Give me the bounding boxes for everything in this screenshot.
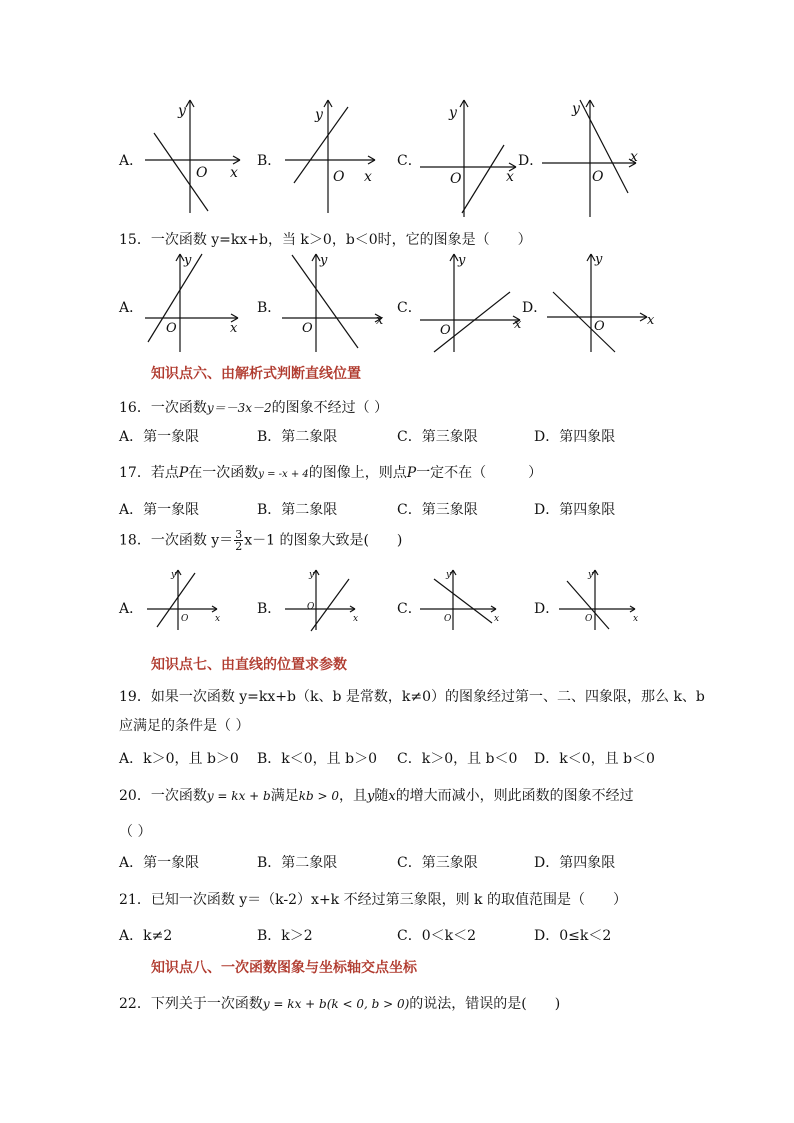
svg-text:y: y [446,570,452,580]
q20-option-d[interactable]: D．第四象限 [534,855,616,871]
q15-graph-a[interactable] [140,250,245,355]
svg-text:x: x [215,614,221,624]
svg-text:y: y [315,107,323,123]
svg-text:x: x [494,614,500,624]
q19-question-line2: 应满足的条件是（ ） [119,718,250,734]
q17-question: 17．若点P在一次函数y = -x + 4的图像上，则点P一定不在（ ） [119,465,543,481]
svg-text:O: O [302,321,313,336]
svg-text:O: O [166,321,177,336]
q19-option-d[interactable]: D．k＜0，且 b＜0 [534,751,655,767]
svg-text:O: O [450,171,462,187]
q15-graph-b[interactable] [280,250,390,355]
svg-text:y: y [588,570,594,580]
svg-text:y: y [572,101,580,117]
q18-option-a-label: A． [119,601,144,617]
svg-text:y: y [458,253,466,268]
q15-option-d-label: D． [522,300,548,316]
q16-question: 16．一次函数y＝－3x－2的图象不经过（ ） [119,400,389,416]
q17-option-b[interactable]: B．第二象限 [257,502,338,518]
q21-option-a[interactable]: A．k≠2 [119,928,173,944]
q20-option-c[interactable]: C．第三象限 [397,855,478,871]
svg-text:y: y [309,570,315,580]
q19-option-b[interactable]: B．k＜0，且 b＞0 [257,751,377,767]
svg-text:x: x [633,614,639,624]
q15-option-b-label: B． [257,300,282,316]
q18-graph-d[interactable] [557,567,642,632]
svg-text:y: y [178,103,186,119]
q16-option-d[interactable]: D．第四象限 [534,429,616,445]
section-6-heading: 知识点六、由解析式判断直线位置 [151,366,361,382]
q14-option-b-label: B． [257,153,282,169]
q15-question: 15．一次函数 y=kx+b，当 k＞0，b＜0时，它的图象是（ ） [119,232,532,248]
svg-text:x: x [230,321,238,336]
q14-option-c-label: C． [397,153,422,169]
q21-option-b[interactable]: B．k＞2 [257,928,313,944]
svg-text:O: O [440,323,451,338]
svg-text:x: x [364,169,372,185]
svg-text:x: x [376,313,384,328]
svg-text:x: x [230,165,238,181]
svg-text:O: O [181,614,189,624]
svg-text:y: y [595,252,603,267]
svg-text:O: O [592,169,604,185]
q16-option-b[interactable]: B．第二象限 [257,429,338,445]
q20-question-line1: 20．一次函数y = kx + b满足kb > 0，且y随x的增大而减小，则此函数的图象不经过 [119,788,634,804]
q21-question: 21．已知一次函数 y＝（k-2）x+k 不经过第三象限，则 k 的取值范围是（ ） [119,892,627,908]
svg-text:y: y [171,570,177,580]
q18-option-b-label: B． [257,601,282,617]
q17-option-c[interactable]: C．第三象限 [397,502,478,518]
q18-graph-c[interactable] [418,567,503,632]
svg-text:x: x [630,149,638,165]
svg-text:x: x [647,313,655,328]
q19-option-c[interactable]: C．k＞0，且 b＜0 [397,751,518,767]
q14-graph-d[interactable] [540,95,650,220]
q15-graph-d[interactable] [545,250,655,355]
q15-option-a-label: A． [119,300,144,316]
q15-graph-c[interactable] [418,250,528,355]
section-8-heading: 知识点八、一次函数图象与坐标轴交点坐标 [151,960,417,976]
svg-text:y: y [320,253,328,268]
q15-option-c-label: C． [397,300,422,316]
q19-option-a[interactable]: A．k＞0，且 b＞0 [119,751,239,767]
q19-question-line1: 19．如果一次函数 y=kx+b（k、b 是常数，k≠0）的图象经过第一、二、四象限，那么 k、b [119,689,705,705]
q14-graph-a[interactable] [140,95,250,215]
q20-option-b[interactable]: B．第二象限 [257,855,338,871]
svg-text:O: O [333,169,345,185]
svg-text:y: y [184,253,192,268]
q21-option-d[interactable]: D．0≤k＜2 [534,928,612,944]
svg-text:y: y [449,105,457,121]
svg-text:O: O [196,165,208,181]
svg-text:x: x [506,169,514,185]
svg-text:x: x [353,614,359,624]
q17-option-d[interactable]: D．第四象限 [534,502,616,518]
svg-text:O: O [307,602,315,612]
q18-graph-a[interactable] [145,567,225,632]
q20-question-line2: （ ） [119,824,152,840]
q17-option-a[interactable]: A．第一象限 [119,502,200,518]
q20-option-a[interactable]: A．第一象限 [119,855,200,871]
q18-question: 18．一次函数 y＝ $\frac{3}{2}$ x－1 的图象大致是( ) [119,528,403,553]
fraction: $\frac{3}{2}$ [235,528,243,553]
q16-option-a[interactable]: A．第一象限 [119,429,200,445]
svg-text:O: O [444,614,452,624]
q14-option-d-label: D． [518,153,544,169]
svg-text:x: x [514,317,522,332]
section-7-heading: 知识点七、由直线的位置求参数 [151,657,347,673]
q18-graph-b[interactable] [283,567,363,632]
q18-option-c-label: C． [397,601,422,617]
svg-text:O: O [594,319,605,334]
q16-option-c[interactable]: C．第三象限 [397,429,478,445]
q21-option-c[interactable]: C．0＜k＜2 [397,928,477,944]
svg-text:O: O [585,614,593,624]
q14-graph-c[interactable] [418,95,528,220]
q14-option-a-label: A． [119,153,144,169]
q22-question: 22．下列关于一次函数y = kx + b(k < 0, b > 0)的说法，错误的是( ) [119,996,561,1012]
q18-option-d-label: D． [534,601,560,617]
q14-graph-b[interactable] [280,95,390,215]
